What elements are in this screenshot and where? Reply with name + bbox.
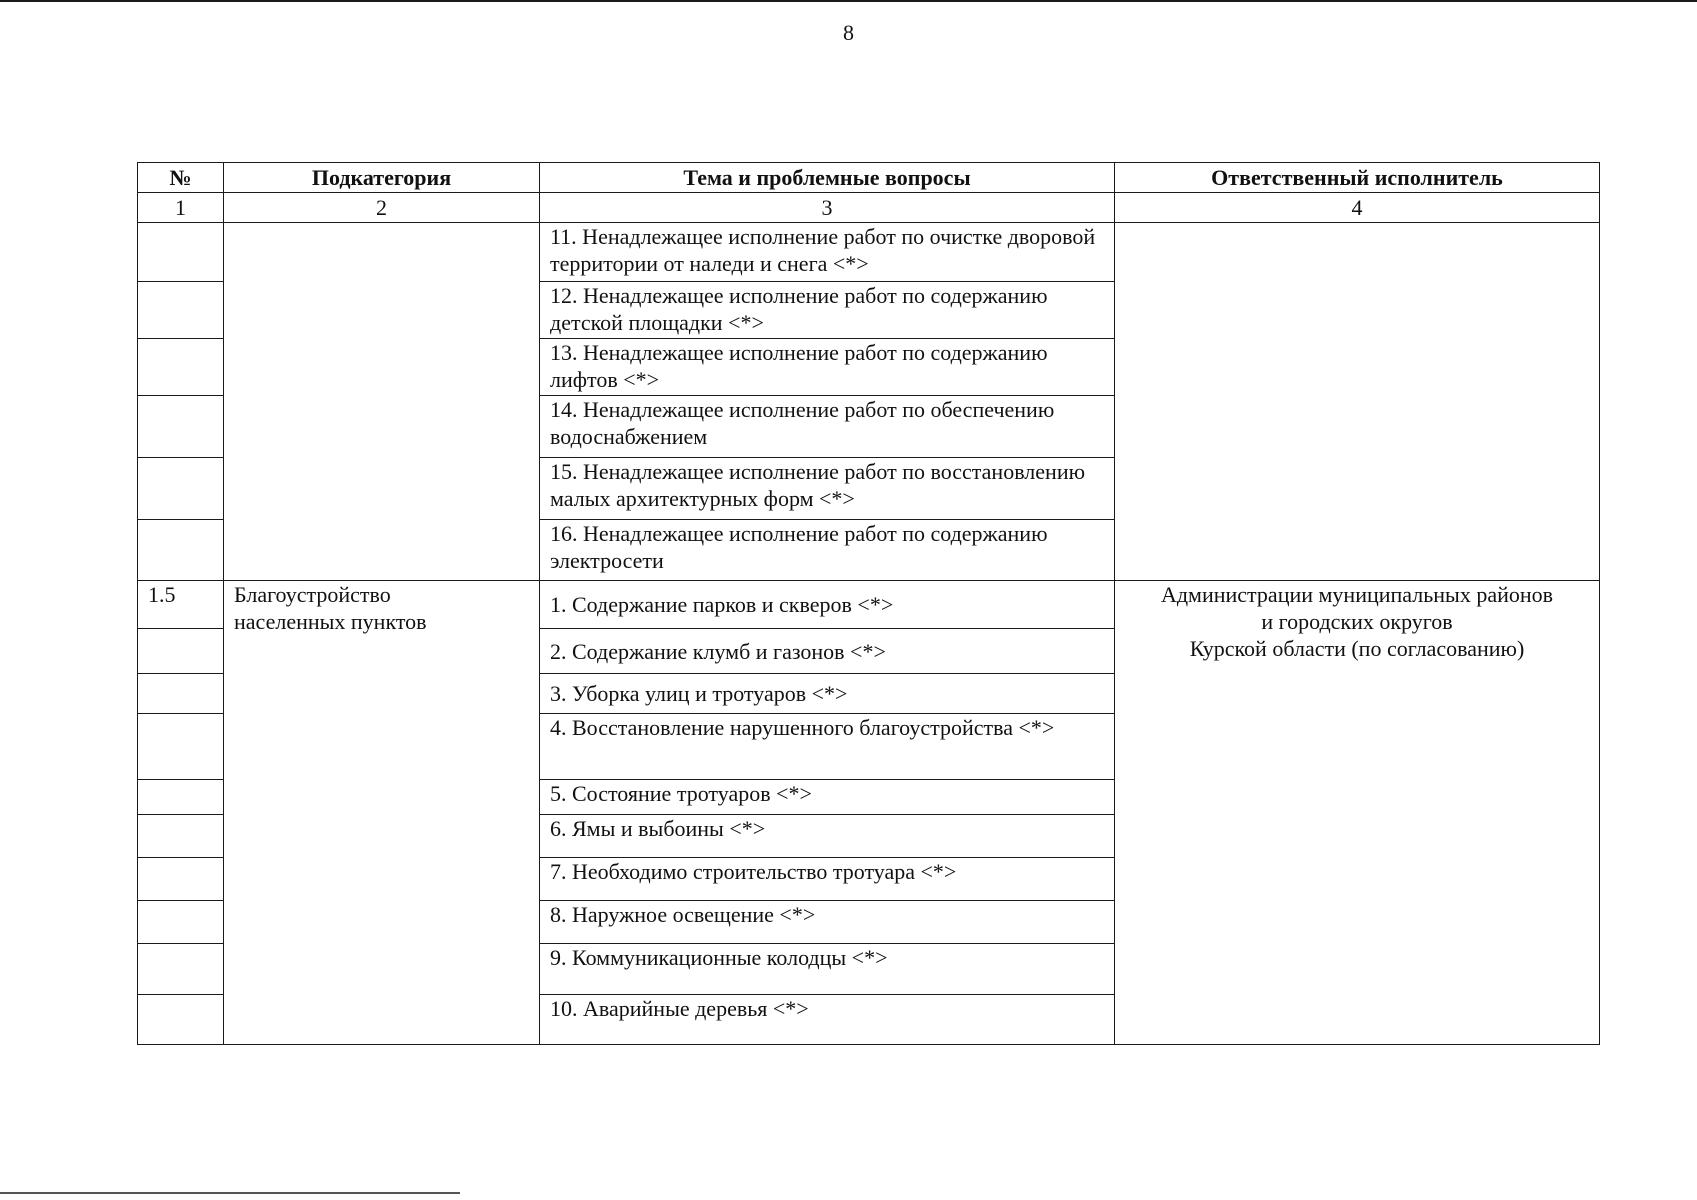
topic-cell: 16. Ненадлежащее исполнение работ по содержанию электросети	[540, 520, 1115, 581]
column-number: 3	[540, 193, 1115, 223]
topic-cell: 13. Ненадлежащее исполнение работ по содержанию лифтов <*>	[540, 339, 1115, 396]
topic-cell: 14. Ненадлежащее исполнение работ по обеспечению водоснабжением	[540, 396, 1115, 458]
page-number: 8	[843, 20, 854, 45]
header-responsible: Ответственный исполнитель	[1115, 163, 1600, 193]
topic-cell: 10. Аварийные деревья <*>	[540, 995, 1115, 1045]
responsible-line: и городских округов	[1261, 609, 1453, 634]
topic-cell: 11. Ненадлежащее исполнение работ по очистке дворовой территории от наледи и снега <*>	[540, 223, 1115, 282]
header-subcategory: Подкатегория	[224, 163, 540, 193]
section-responsible-cell	[1115, 581, 1600, 1045]
row-number-cell	[138, 629, 224, 674]
section-subcategory-cell	[224, 581, 540, 1045]
topic-cell: 2. Содержание клумб и газонов <*>	[540, 629, 1115, 674]
row-number-cell	[138, 223, 224, 282]
row-number-cell	[138, 858, 224, 901]
responsible-line: Курской области (по согласованию)	[1189, 636, 1525, 661]
top-scan-border	[0, 0, 1697, 2]
row-number-cell	[138, 944, 224, 995]
subcategory-line: Благоустройство	[234, 582, 391, 607]
topic-cell: 4. Восстановление нарушенного благоустройства <*>	[540, 714, 1115, 780]
row-number-cell	[138, 815, 224, 858]
row-number-cell	[138, 396, 224, 458]
bottom-scan-border	[0, 1192, 460, 1194]
responsible-line: Администрации муниципальных районов	[1160, 582, 1554, 607]
row-number-cell	[138, 901, 224, 944]
header-topic: Тема и проблемные вопросы	[540, 163, 1115, 193]
column-number: 2	[224, 193, 540, 223]
topic-cell: 9. Коммуникационные колодцы <*>	[540, 944, 1115, 995]
subcategory-cell	[224, 223, 540, 581]
row-number-cell	[138, 780, 224, 815]
row-number-cell	[138, 714, 224, 780]
row-number-cell	[138, 520, 224, 581]
topic-cell: 7. Необходимо строительство тротуара <*>	[540, 858, 1115, 901]
topic-cell: 3. Уборка улиц и тротуаров <*>	[540, 674, 1115, 714]
row-number-cell	[138, 282, 224, 339]
column-number: 1	[138, 193, 224, 223]
topic-cell: 8. Наружное освещение <*>	[540, 901, 1115, 944]
responsible-cell	[1115, 223, 1600, 581]
row-number-cell	[138, 339, 224, 396]
table-row	[138, 223, 1600, 282]
topic-cell: 12. Ненадлежащее исполнение работ по содержанию детской площадки <*>	[540, 282, 1115, 339]
topic-cell: 15. Ненадлежащее исполнение работ по восстановлению малых архитектурных форм <*>	[540, 458, 1115, 520]
column-number-row	[138, 193, 1600, 223]
section-number-cell: 1.5	[138, 581, 224, 629]
row-number-cell	[138, 995, 224, 1045]
topic-cell: 5. Состояние тротуаров <*>	[540, 780, 1115, 815]
row-number-cell	[138, 674, 224, 714]
column-number: 4	[1115, 193, 1600, 223]
subcategory-line: населенных пунктов	[234, 609, 427, 634]
row-number-cell	[138, 458, 224, 520]
topics-table	[137, 162, 1600, 1045]
header-row	[138, 163, 1600, 193]
topic-cell: 1. Содержание парков и скверов <*>	[540, 581, 1115, 629]
table-row	[138, 581, 1600, 629]
header-number: №	[138, 163, 224, 193]
topic-cell: 6. Ямы и выбоины <*>	[540, 815, 1115, 858]
